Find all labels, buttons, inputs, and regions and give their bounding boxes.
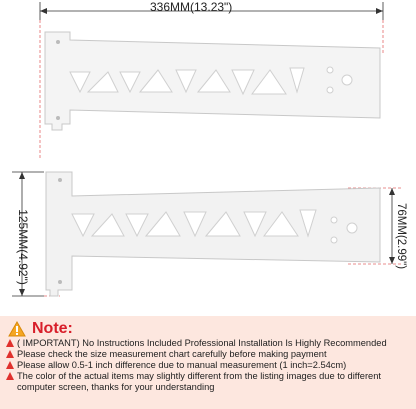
note-panel [0,316,416,409]
note-header [8,318,73,340]
top-bracket [45,32,380,130]
red-triangle-icon [6,350,14,358]
height-label: 125MM(4.92") [16,209,30,285]
note-title: Note: [32,320,73,337]
note-line [6,360,410,371]
note-line-text: The color of the actual items may slightly different from the listing images due to different computer screen, thanks for your understanding [17,371,381,392]
warning-icon [8,321,26,337]
note-line [6,371,410,393]
red-triangle-icon [6,361,14,369]
note-line [6,349,410,360]
width-label: 336MM(13.23") [150,0,233,14]
note-line-text: Please check the size measurement chart carefully before making payment [17,349,327,359]
note-line [6,338,410,349]
note-line-text: Please allow 0.5-1 inch difference due to manual measurement (1 inch=2.54cm) [17,360,347,370]
end-height-label: 76MM(2.99") [395,202,407,270]
note-lines [6,338,410,393]
red-triangle-icon [6,372,14,380]
red-triangle-icon [6,339,14,347]
note-line-text: ( IMPORTANT) No Instructions Included Professional Installation Is Highly Recommended [17,338,387,348]
bottom-bracket [46,172,380,296]
